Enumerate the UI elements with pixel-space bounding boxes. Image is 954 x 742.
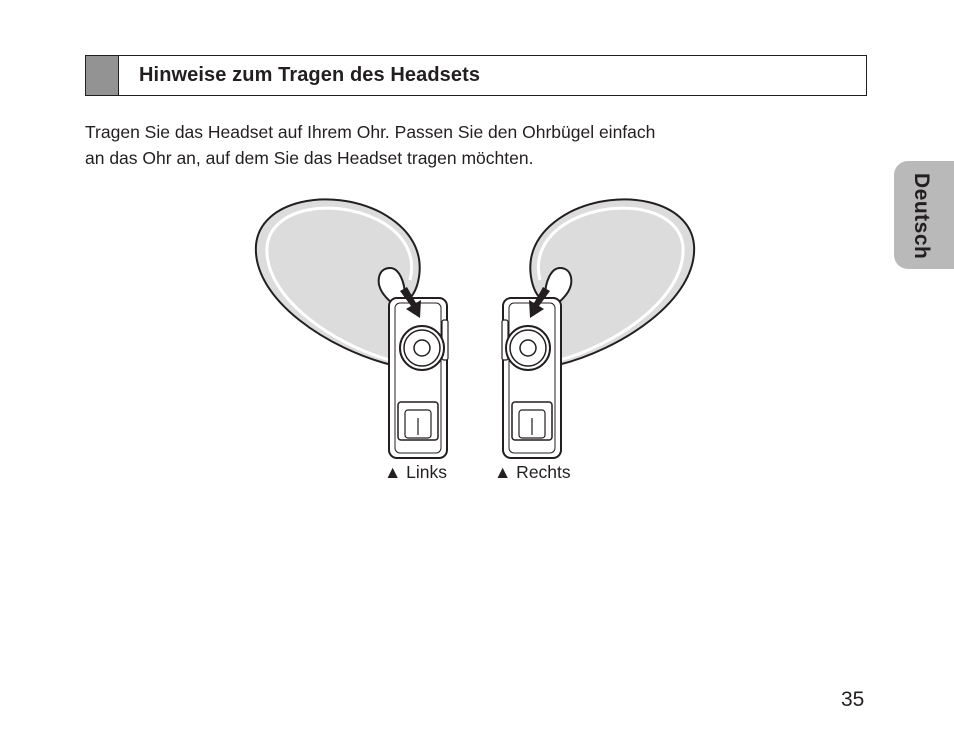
section-title-marker (86, 56, 119, 95)
section-title: Hinweise zum Tragen des Headsets (139, 64, 481, 86)
caption-left: ▲ Links (384, 462, 448, 482)
caption-right: ▲ Rechts (494, 462, 571, 482)
page-number: 35 (841, 688, 865, 711)
right-headset (502, 199, 694, 458)
intro-line-1: Tragen Sie das Headset auf Ihrem Ohr. Passen Sie den Ohrbügel einfach (85, 122, 656, 142)
section-title-box (85, 55, 867, 96)
headset-wearing-illustration (250, 190, 700, 465)
left-headset (256, 199, 448, 458)
intro-line-2: an das Ohr an, auf dem Sie das Headset tragen möchten. (85, 148, 534, 168)
language-tab-label: Deutsch (910, 172, 933, 260)
intro-paragraph (85, 119, 825, 171)
